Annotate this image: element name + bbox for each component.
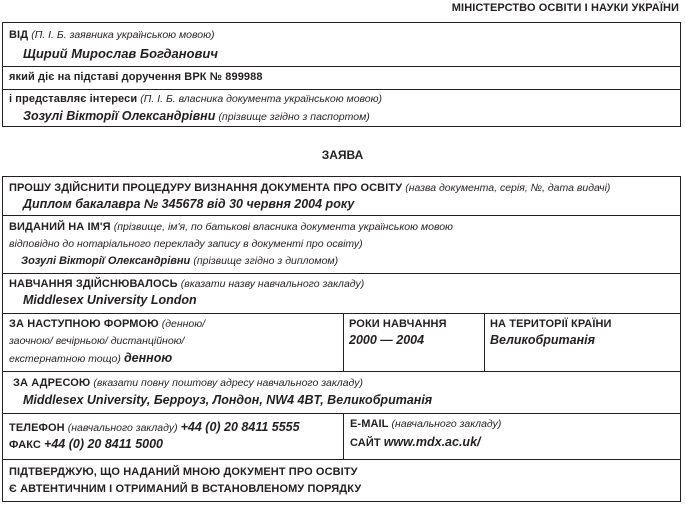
email-line — [350, 418, 501, 430]
request-value[interactable]: Диплом бакалавра № 345678 від 30 червня 2004 року — [23, 197, 355, 211]
issued-hint-2: відповідно до нотаріального перекладу запису в документі про освіту) — [9, 238, 363, 250]
phone-label: ТЕЛЕФОН — [9, 422, 65, 434]
issued-hint: (прізвище, ім'я, по батькові власника документа українською мовою — [113, 221, 453, 233]
applicant-box — [2, 22, 681, 127]
divider — [3, 459, 680, 460]
request-label: ПРОШУ ЗДІЙСНИТИ ПРОЦЕДУРУ ВИЗНАННЯ ДОКУМЕНТА ПРО ОСВІТУ — [9, 182, 403, 194]
request-hint: (назва документа, серія, №, дата видачі) — [405, 182, 611, 194]
study-label: НАВЧАННЯ ЗДІЙСНЮВАЛОСЬ — [9, 278, 178, 290]
fax-value[interactable]: +44 (0) 20 8411 5000 — [44, 437, 164, 451]
mode-value[interactable]: денною — [123, 351, 173, 365]
divider — [484, 313, 485, 371]
divider — [3, 215, 680, 216]
divider — [3, 371, 680, 372]
email-label: E-MAIL — [350, 418, 389, 430]
basis-text: який діє на підставі доручення ВРК № 899988 — [9, 71, 263, 83]
years-value[interactable]: 2000 — 2004 — [349, 333, 425, 347]
country-label: НА ТЕРИТОРІЇ КРАЇНИ — [490, 318, 612, 330]
contacts-row — [3, 413, 680, 459]
divider — [3, 66, 680, 67]
divider — [343, 313, 344, 371]
from-hint: (П. І. Б. заявника українською мовою) — [31, 29, 215, 41]
request-line — [9, 182, 610, 194]
issued-line — [9, 221, 453, 233]
from-label: ВІД — [9, 29, 29, 41]
phone-hint: (навчального закладу) — [67, 422, 178, 434]
phone-line — [9, 420, 300, 434]
address-label: ЗА АДРЕСОЮ — [13, 377, 91, 389]
represents-value-line — [23, 109, 370, 123]
fax-label: ФАКС — [9, 439, 41, 451]
represents-value[interactable]: Зозулі Вікторії Олександрівни — [23, 109, 216, 123]
from-line — [9, 29, 215, 41]
ministry-header: МІНІСТЕРСТВО ОСВІТИ І НАУКИ УКРАЇНИ — [451, 2, 679, 14]
represents-line — [9, 93, 382, 105]
confirm-line-1: ПІДТВЕРДЖУЮ, ЩО НАДАНИЙ МНОЮ ДОКУМЕНТ ПРО ОСВІТУ — [9, 466, 358, 478]
issued-value-line — [21, 255, 338, 267]
divider — [343, 413, 344, 459]
study-line — [9, 278, 364, 290]
years-label: РОКИ НАВЧАННЯ — [349, 318, 447, 330]
mode-value-line — [9, 351, 172, 365]
issued-label: ВИДАНИЙ НА ІМ'Я — [9, 221, 111, 233]
address-line — [13, 377, 363, 389]
confirm-line-2: Є АВТЕНТИЧНИМ І ОТРИМАНИЙ В ВСТАНОВЛЕНОМУ ПОРЯДКУ — [9, 483, 362, 495]
email-hint: (навчального закладу) — [391, 418, 502, 430]
page-title: ЗАЯВА — [321, 148, 364, 162]
from-value[interactable]: Щирий Мирослав Богданович — [23, 46, 218, 61]
issued-value[interactable]: Зозулі Вікторії Олександрівни — [21, 255, 191, 267]
mode-label: ЗА НАСТУПНОЮ ФОРМОЮ — [9, 318, 159, 330]
mode-hint-1: (денною/ — [161, 318, 206, 330]
represents-note: (прізвище згідно з паспортом) — [218, 111, 370, 123]
divider — [3, 89, 680, 90]
mode-hint-3: екстернатною тощо) — [9, 353, 121, 365]
site-value[interactable]: www.mdx.ac.uk/ — [383, 435, 481, 449]
address-hint: (вказати повну поштову адресу навчального закладу) — [93, 377, 363, 389]
site-label: САЙТ — [350, 437, 381, 449]
study-value[interactable]: Middlesex University London — [23, 293, 197, 307]
mode-years-country-row — [3, 313, 680, 371]
represents-hint: (П. І. Б. власника документа українською мовою) — [140, 93, 383, 105]
country-value[interactable]: Великобританія — [490, 333, 595, 347]
represents-label: і представляє інтереси — [9, 93, 138, 105]
study-hint: (вказати назву навчального закладу) — [180, 278, 365, 290]
phone-value[interactable]: +44 (0) 20 8411 5555 — [180, 420, 300, 434]
fax-line — [9, 437, 163, 451]
application-form — [2, 176, 681, 502]
address-value[interactable]: Middlesex University, Берроуз, Лондон, NW4 4BT, Великобританія — [23, 393, 433, 407]
issued-note: (прізвище згідно з дипломом) — [193, 255, 339, 267]
mode-hint-2: заочною/ вечірньою/ дистанційною/ — [9, 335, 185, 347]
mode-line — [9, 318, 205, 330]
site-line — [350, 435, 481, 449]
divider — [3, 273, 680, 274]
